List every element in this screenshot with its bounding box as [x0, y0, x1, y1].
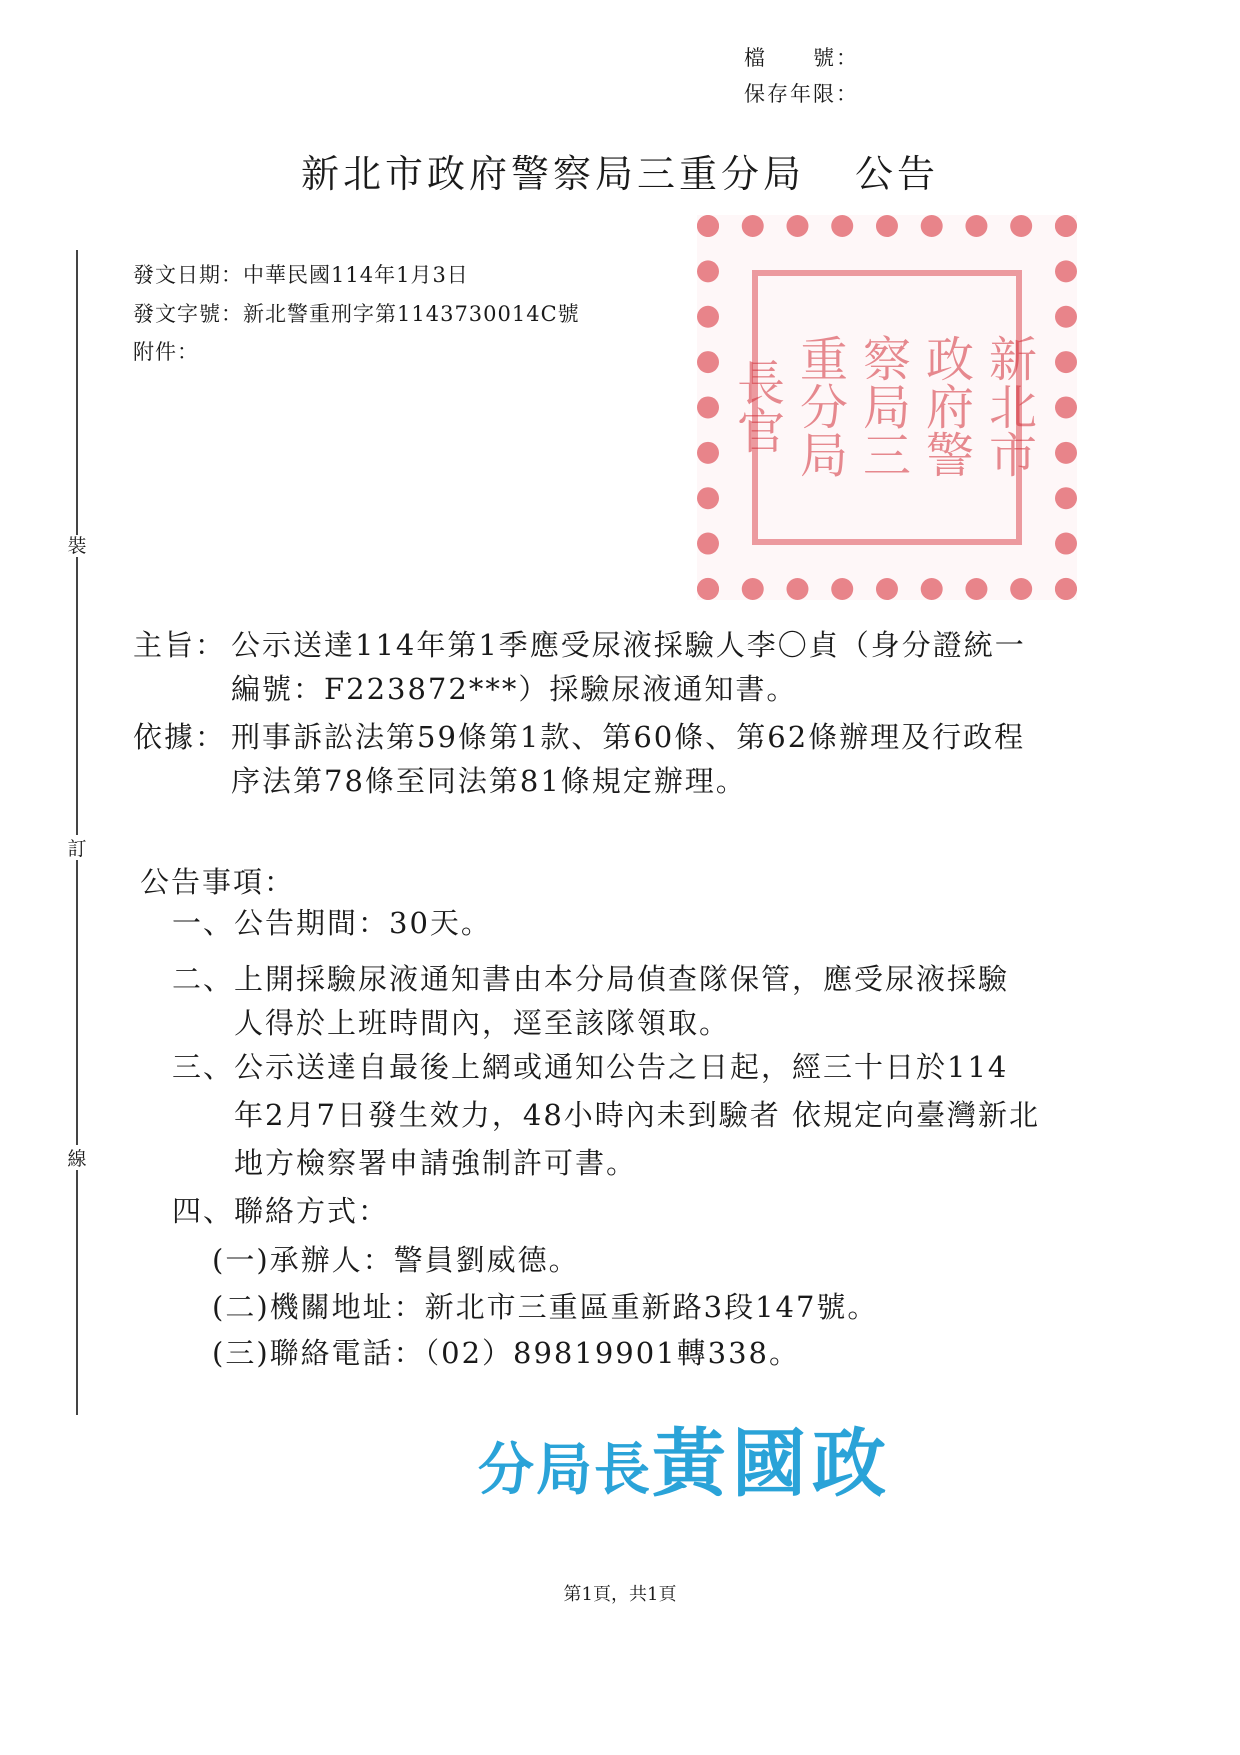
seal-column: 重分局 — [799, 331, 848, 484]
announcement-item — [172, 895, 1054, 951]
announcement-item — [172, 1039, 1054, 1191]
seal-column: 長官 — [736, 355, 785, 460]
contact-address: (二)機關地址：新北市三重區重新路3段147號。 — [212, 1290, 879, 1324]
basis-line: 序法第78條至同法第81條規定辦理。 — [231, 764, 747, 798]
announcement-items-heading: 公告事項： — [140, 865, 296, 899]
agency-name: 新北市政府警察局三重分局 — [300, 152, 805, 196]
contact-person: (一)承辦人：警員劉威德。 — [212, 1243, 580, 1277]
document-title — [0, 143, 1240, 198]
item-number: 一、 — [172, 906, 235, 940]
item-line: 公告期間：30天。 — [234, 906, 492, 940]
announcement-item — [172, 1183, 1054, 1239]
announcement-item — [172, 951, 1054, 1051]
binding-mark-xian: 線 — [64, 1148, 90, 1170]
binding-line-lower — [76, 860, 78, 1145]
chief-signature-stamp — [478, 1405, 892, 1511]
attachment: 附件： — [133, 340, 199, 364]
item-line: 年2月7日發生效力，48小時內未到驗者 依規定向臺灣新北 — [234, 1098, 1041, 1132]
archive-retention: 保存年限： — [744, 82, 859, 106]
seal-column: 新北市 — [988, 331, 1037, 484]
seal-column: 政府警 — [925, 331, 974, 484]
doc-type: 公告 — [855, 152, 940, 196]
signature-name: 黃國政 — [652, 1421, 892, 1507]
binding-line-middle — [76, 555, 78, 835]
subject-section — [133, 623, 1171, 711]
binding-line-top — [76, 250, 78, 540]
basis-line: 刑事訴訟法第59條第1款、第60條、第62條辦理及行政程 — [231, 720, 1026, 754]
official-seal — [697, 215, 1077, 600]
item-line: 地方檢察署申請強制許可書。 — [234, 1146, 638, 1180]
archive-file-no: 檔 號： — [744, 46, 859, 70]
item-line: 聯絡方式： — [234, 1194, 390, 1228]
page-number: 第1頁，共1頁 — [563, 1584, 677, 1605]
doc-number: 發文字號：新北警重刑字第1143730014C號 — [133, 302, 580, 326]
subject-label: 主旨： — [133, 628, 227, 662]
seal-column: 察局三 — [862, 331, 911, 484]
basis-label: 依據： — [133, 720, 227, 754]
binding-line-bottom — [76, 1170, 78, 1415]
item-line: 公示送達自最後上網或通知公告之日起，經三十日於114 — [234, 1050, 1009, 1084]
item-line: 人得於上班時間內，逕至該隊領取。 — [234, 1006, 731, 1040]
basis-section — [133, 715, 1171, 803]
binding-mark-zhuang: 裝 — [64, 535, 90, 557]
subject-line: 公示送達114年第1季應受尿液採驗人李〇貞（身分證統一 — [231, 628, 1026, 662]
item-line: 上開採驗尿液通知書由本分局偵查隊保管，應受尿液採驗 — [234, 962, 1010, 996]
subject-line: 編號：F223872***）採驗尿液通知書。 — [231, 672, 798, 706]
contact-phone: (三)聯絡電話：（02）89819901轉338。 — [212, 1336, 800, 1370]
signature-title: 分局長 — [478, 1438, 652, 1503]
item-number: 四、 — [172, 1194, 235, 1228]
item-number: 二、 — [172, 962, 235, 996]
item-number: 三、 — [172, 1050, 235, 1084]
issue-date: 發文日期：中華民國114年1月3日 — [133, 263, 469, 287]
binding-mark-ding: 訂 — [64, 838, 90, 860]
